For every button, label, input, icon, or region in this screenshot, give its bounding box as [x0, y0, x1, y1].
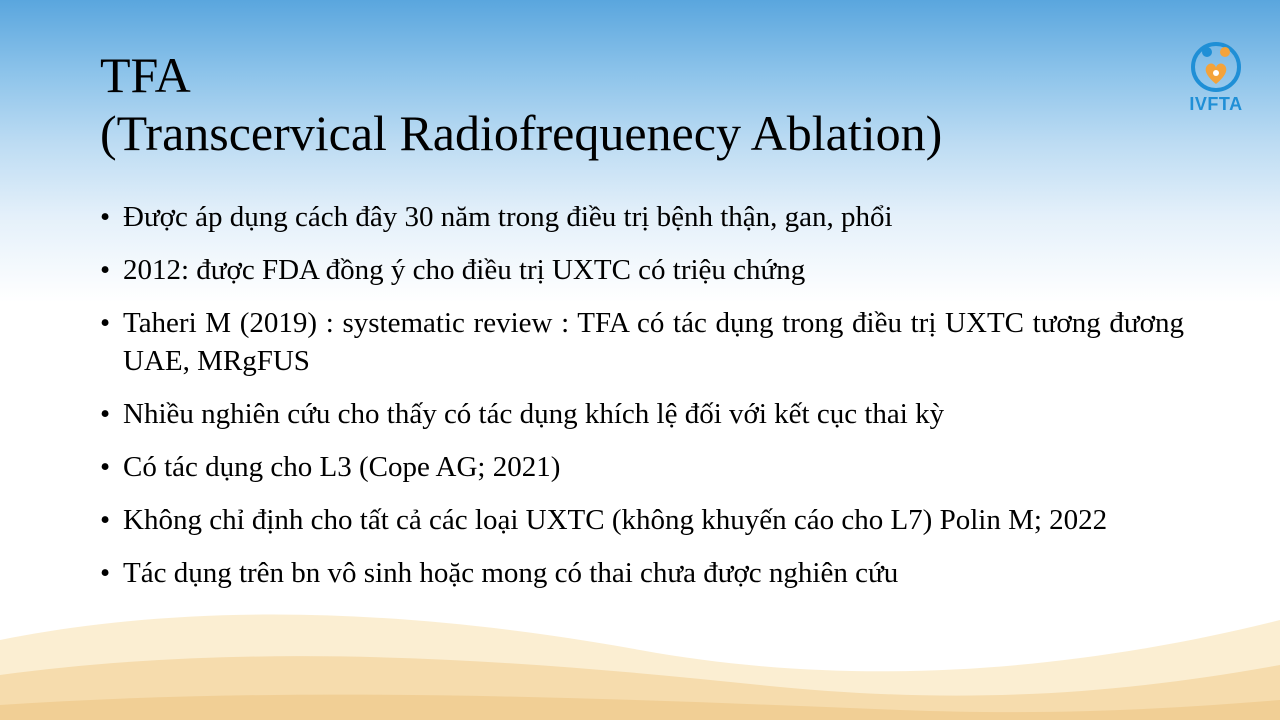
bullet-text: Taheri M (2019) : systematic review : TFA có tác dụng trong điều trị UXTC tương đương UAE, MRgFUS — [123, 307, 1184, 377]
bullet-marker: • — [100, 254, 111, 286]
logo-text: IVFTA — [1189, 94, 1243, 114]
bullet-marker: • — [100, 307, 111, 339]
bullet-marker: • — [100, 504, 111, 536]
bullet-item — [100, 448, 1184, 486]
bullet-marker: • — [100, 398, 111, 430]
bullet-marker: • — [100, 557, 111, 589]
bullet-item — [100, 501, 1184, 539]
bullet-text: 2012: được FDA đồng ý cho điều trị UXTC có triệu chứng — [123, 254, 806, 286]
bullet-text: Tác dụng trên bn vô sinh hoặc mong có thai chưa được nghiên cứu — [123, 557, 899, 589]
bullet-item — [100, 395, 1184, 433]
bullet-item — [100, 251, 1184, 289]
bullet-text: Có tác dụng cho L3 (Cope AG; 2021) — [123, 451, 561, 483]
family-heart-icon — [1189, 40, 1243, 92]
bullet-item — [100, 554, 1184, 592]
title-line-1: TFA — [100, 47, 191, 103]
bullet-text: Không chỉ định cho tất cả các loại UXTC (không khuyến cáo cho L7) Polin M; 2022 — [123, 504, 1108, 536]
title-line-2: (Transcervical Radiofrequenecy Ablation) — [100, 105, 943, 161]
ivfta-logo — [1176, 40, 1256, 122]
bullet-text: Được áp dụng cách đây 30 năm trong điều trị bệnh thận, gan, phổi — [123, 201, 893, 233]
bullet-item — [100, 304, 1184, 380]
bullet-marker: • — [100, 451, 111, 483]
bullet-list — [100, 198, 1184, 607]
bullet-item — [100, 198, 1184, 236]
bullet-text: Nhiều nghiên cứu cho thấy có tác dụng khích lệ đối với kết cục thai kỳ — [123, 398, 945, 430]
bullet-marker: • — [100, 201, 111, 233]
slide-title — [100, 46, 942, 162]
